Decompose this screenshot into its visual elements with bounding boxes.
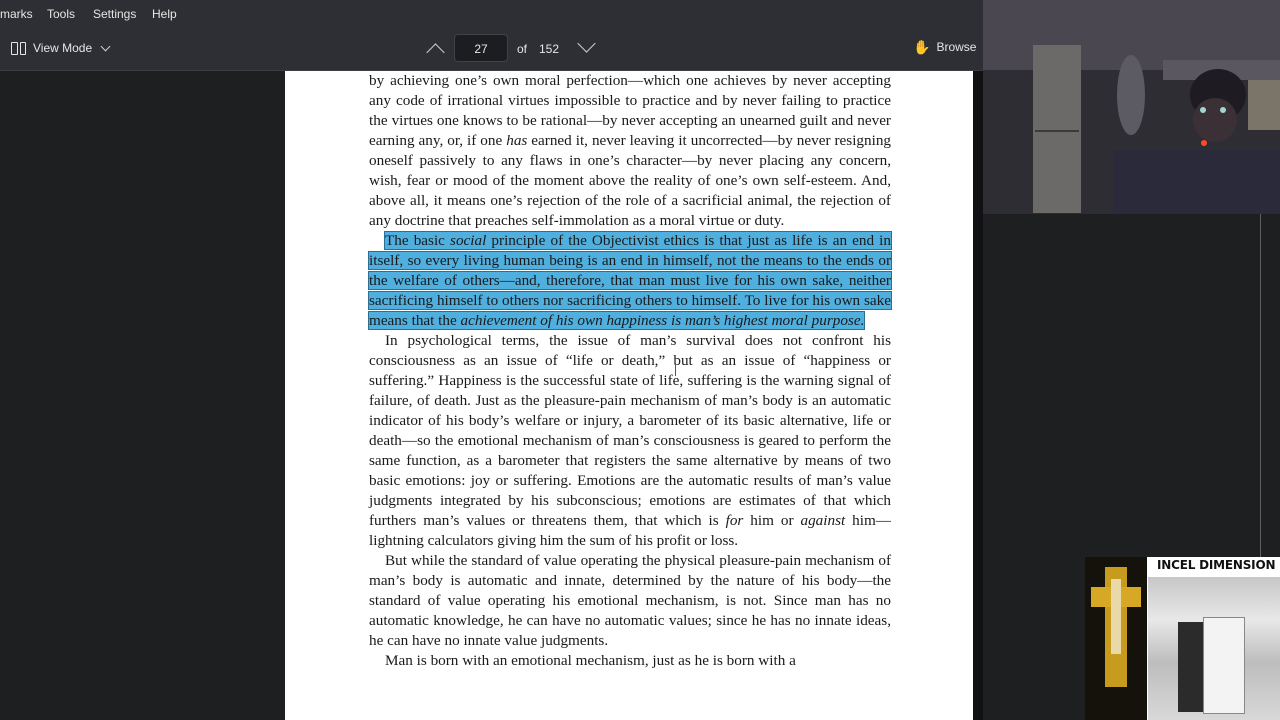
browse-label: Browse [936, 40, 977, 54]
text-segment: by achieving one’s own moral perfection—which one achieves by never accepting any code of irrational virtues impossible to practice and by never failing to practice the virtues one knows to be rational—by never accepting an unearned guilt and never earning any, or, if one [369, 72, 891, 149]
side-pane [0, 71, 285, 720]
hand-icon: ✋ [913, 39, 931, 55]
view-mode-button[interactable] [11, 41, 109, 55]
menu-help[interactable]: Help [152, 7, 177, 21]
text-segment: Man is born with an emotional mechanism, just as he is born with a [385, 652, 796, 669]
text-segment: for [725, 512, 744, 529]
total-pages: 152 [539, 42, 560, 56]
meme-overlay [1085, 557, 1280, 720]
paragraph[interactable] [369, 551, 891, 651]
webcam-image [983, 0, 1280, 214]
text-segment: But while the standard of value operating the physical pleasure-pain mechanism of man’s body is automatic and innate, determined by the nature of his body—the standard of value operating his emotional mechanism, is not. Since man has no automatic knowledge, he can have no automatic values; since he has no innate ideas, he can have no innate value judgments. [369, 552, 891, 649]
page-edge [973, 71, 983, 720]
previous-page-icon[interactable] [426, 43, 444, 61]
text-selection[interactable] [369, 232, 891, 329]
text-segment: achievement of his own happiness is man’s highest moral purpose. [460, 312, 865, 329]
browse-button[interactable] [913, 40, 976, 54]
text-segment: earned it, never leaving it uncorrected—by never resigning oneself passively to any flaws in one’s character—by never placing any concern, wish, fear or mood of the moment above the reality of one’s own self-esteem. And, above all, it means one’s rejection of the role of a sacrificial animal, the rejection of any doctrine that preaches self-immolation as a moral virtue or duty. [369, 132, 892, 229]
text-segment: has [506, 132, 528, 149]
paragraph[interactable] [369, 331, 891, 551]
menu-settings[interactable]: Settings [93, 7, 137, 21]
text-segment: In psychological terms, the issue of man’s survival does not confront his consciousness as an issue of “life or death,” but as an issue of “happiness or suffering.” Happiness is the successful state of life, suffering is the warning signal of failure, of death. Just as the pleasure-pain mechanism of man’s body is an automatic indicator of his body’s welfare or injury, a barometer of its basic alternative, life or death—so the emotional mechanism of man’s consciousness is geared to perform the same function, as a barometer that registers the same alternative by means of two basic emotions: joy or suffering. Emotions are the automatic results of man’s value judgments integrated by his subconscious; emotions are estimates of that which furthers man’s values or threatens them, that which is [369, 332, 891, 529]
basement-image [1148, 577, 1280, 720]
next-page-icon[interactable] [577, 34, 595, 52]
text-segment: principle of the Objectivist ethics is that just as life is an end in itself, so every living human being is an end in himself, not the means to the ends or the welfare of others—and, therefore, that man must live for his own sake, neither sacrificing himself to others nor sacrificing others to himself. To live for his own sake means that the [369, 232, 891, 329]
page-number-input[interactable]: 27 [454, 34, 508, 62]
crucifix-image [1085, 557, 1147, 720]
text-segment: him or [743, 512, 801, 529]
webcam-overlay [983, 0, 1280, 214]
highlighted-paragraph[interactable] [369, 231, 891, 331]
overlay-title: INCEL DIMENSION [1157, 558, 1276, 572]
text-segment: social [450, 232, 487, 249]
scrollbar[interactable] [1260, 214, 1261, 558]
document-text[interactable] [369, 71, 891, 671]
two-page-icon [11, 42, 26, 55]
paragraph[interactable] [369, 71, 891, 231]
view-mode-label: View Mode [33, 41, 93, 55]
text-segment: The basic [385, 232, 451, 249]
menu-bookmarks[interactable]: marks [0, 7, 33, 21]
chevron-down-icon [101, 41, 111, 51]
paragraph[interactable] [369, 651, 891, 671]
text-cursor-icon [675, 363, 680, 376]
text-segment: him—lightning calculators giving him the sum of his profit or loss. [369, 512, 891, 549]
text-segment: against [800, 512, 846, 529]
menu-tools[interactable]: Tools [47, 7, 76, 21]
page-of-label: of [517, 42, 528, 56]
